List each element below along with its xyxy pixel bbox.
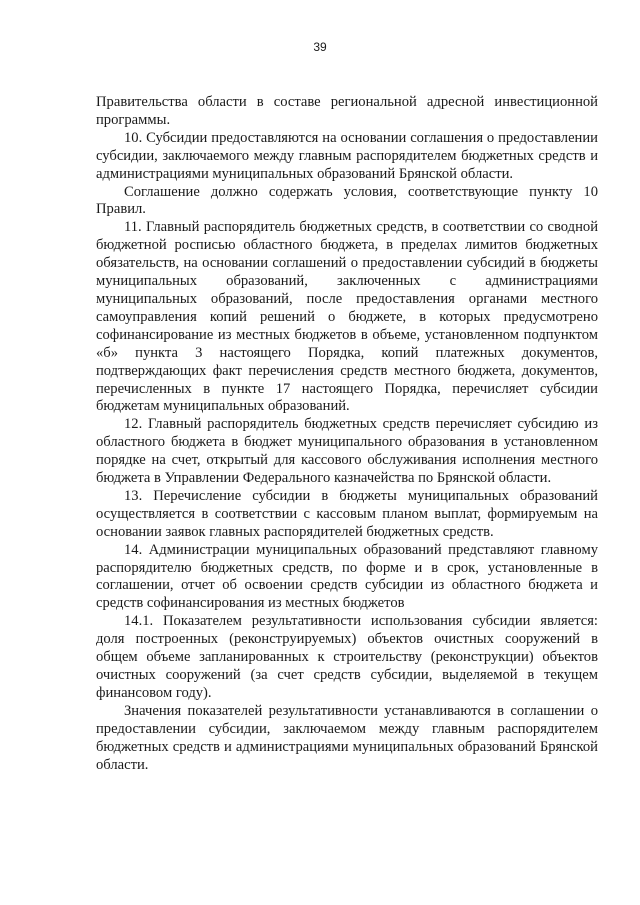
paragraph-14: 14. Администрации муниципальных образований представляют главному распорядителю бюджетных средств, по форме и в срок, установленные в соглашении, отчет об освоении средств субсидии из областного бюджета и средств софинансирования из местных бюджетов xyxy=(96,541,598,612)
paragraph-indicator-values: Значения показателей результативности устанавливаются в соглашении о предоставлении субсидии, заключаемом между главным распорядителем бюджетных средств и администрациями муниципальных образований Брянской области. xyxy=(96,702,598,773)
document-body xyxy=(96,94,598,774)
paragraph-11: 11. Главный распорядитель бюджетных средств, в соответствии со сводной бюджетной росписью областного бюджета, в пределах лимитов бюджетных обязательств, на основании соглашений о предоставлении субсидий в бюджеты муниципальных образований, заключенных с администрациями муниципальных образований, после предоставления органами местного самоуправления копий решений о бюджете, в которых предусмотрено софинансирование из местных бюджетов в объеме, установленном подпунктом «б» пункта 3 настоящего Порядка, копий платежных документов, подтверждающих факт перечисления средств местного бюджета, документов, перечисленных в пункте 17 настоящего Порядка, перечисляет субсидии бюджетам муниципальных образований. xyxy=(96,219,598,415)
paragraph-14-1: 14.1. Показателем результативности использования субсидии является: доля построенных (реконструируемых) объектов очистных сооружений в общем объеме запланированных к строительству (реконструкции) объектов очистных сооружений (за счет средств субсидии, выделяемой в текущем финансовом году). xyxy=(96,613,598,701)
paragraph-continuation: Правительства области в составе региональной адресной инвестиционной программы. xyxy=(96,94,598,128)
paragraph-13: 13. Перечисление субсидии в бюджеты муниципальных образований осуществляется в соответствии с кассовым планом выплат, формируемым на основании заявок главных распорядителей бюджетных средств. xyxy=(96,487,598,540)
paragraph-agreement-conditions: Соглашение должно содержать условия, соответствующие пункту 10 Правил. xyxy=(96,183,598,218)
paragraph-12: 12. Главный распорядитель бюджетных средств перечисляет субсидию из областного бюджета в бюджет муниципального образования в установленном порядке на счет, открытый для кассового обслуживания исполнения местного бюджета в Управлении Федерального казначейства по Брянской области. xyxy=(96,416,598,487)
page-number: 39 xyxy=(313,40,327,54)
paragraph-10: 10. Субсидии предоставляются на основании соглашения о предоставлении субсидии, заключаемого между главным распорядителем бюджетных средств и администрациями муниципальных образований Брянской области. xyxy=(96,129,598,182)
